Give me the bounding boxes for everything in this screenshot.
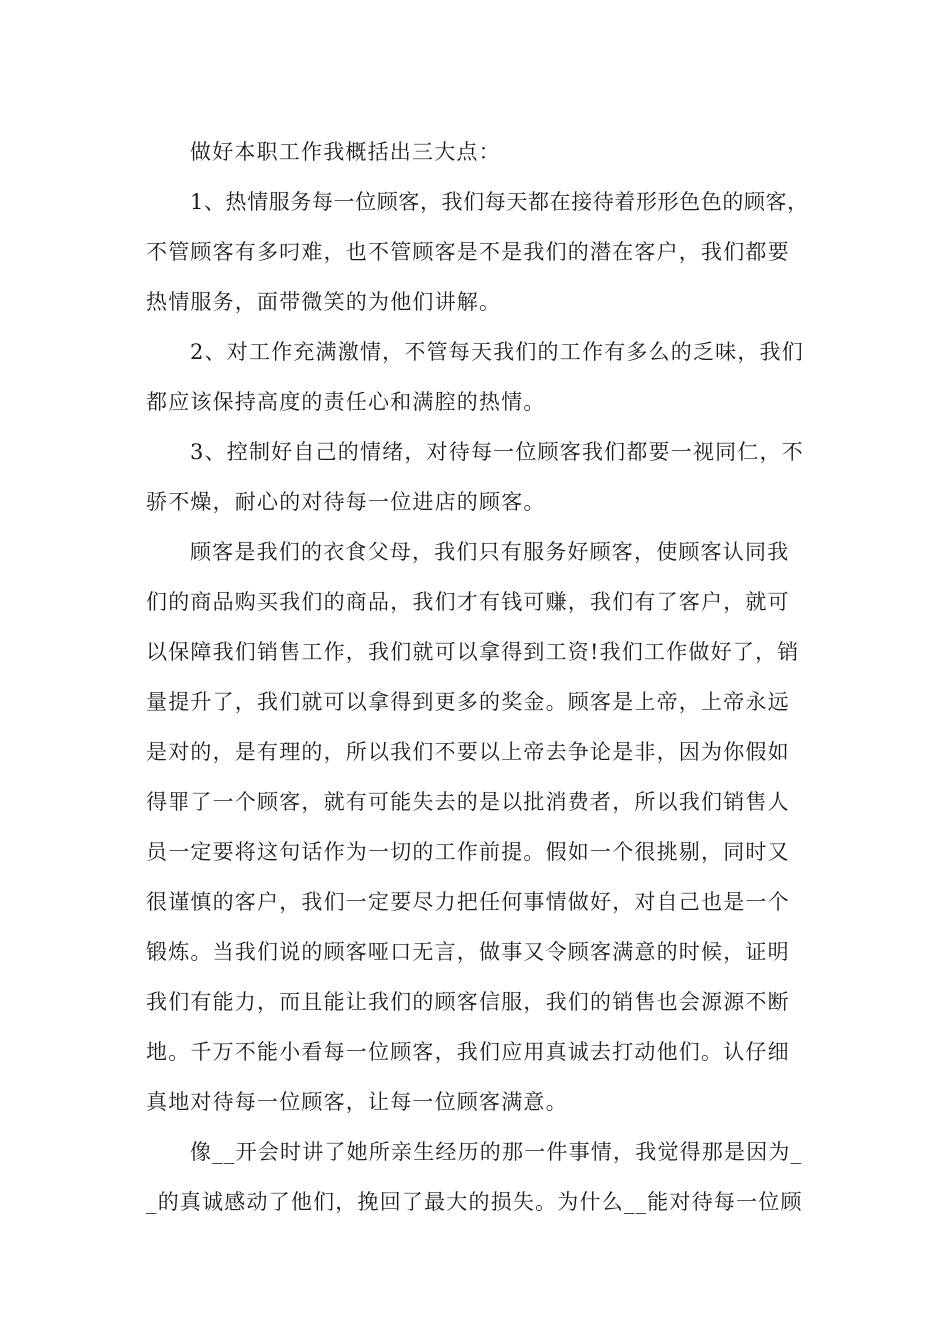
text-line: 不管顾客有多叼难，也不管顾客是不是我们的潜在客户，我们都要 xyxy=(146,240,790,264)
text-line: 2、对工作充满激情，不管每天我们的工作有多么的乏味，我们 xyxy=(190,340,804,364)
text-line: 顾客是我们的衣食父母，我们只有服务好顾客，使顾客认同我 xyxy=(190,540,790,564)
text-line: 我们有能力，而且能让我们的顾客信服，我们的销售也会源源不断 xyxy=(146,990,790,1014)
text-line: 得罪了一个顾客，就有可能失去的是以批消费者，所以我们销售人 xyxy=(146,790,790,814)
text-line: 骄不燥，耐心的对待每一位进店的顾客。 xyxy=(146,490,546,514)
text-line: 员一定要将这句话作为一切的工作前提。假如一个很挑剔，同时又 xyxy=(146,840,790,864)
text-line: 3、控制好自己的情绪，对待每一位顾客我们都要一视同仁，不 xyxy=(190,440,804,464)
text-line: 地。千万不能小看每一位顾客，我们应用真诚去打动他们。认仔细 xyxy=(146,1040,790,1064)
text-line: 们的商品购买我们的商品，我们才有钱可赚，我们有了客户，就可 xyxy=(146,590,790,614)
text-line: 锻炼。当我们说的顾客哑口无言，做事又令顾客满意的时候，证明 xyxy=(146,940,790,964)
text-line: 量提升了，我们就可以拿得到更多的奖金。顾客是上帝，上帝永远 xyxy=(146,690,790,714)
text-line: _的真诚感动了他们，挽回了最大的损失。为什么__能对待每一位顾 xyxy=(146,1190,803,1214)
text-line: 热情服务，面带微笑的为他们讲解。 xyxy=(146,290,502,314)
text-line: 1、热情服务每一位顾客，我们每天都在接待着形形色色的顾客， xyxy=(190,190,809,214)
text-line: 都应该保持高度的责任心和满腔的热情。 xyxy=(146,390,546,414)
text-line: 很谨慎的客户，我们一定要尽力把任何事情做好，对自己也是一个 xyxy=(146,890,790,914)
text-line: 真地对待每一位顾客，让每一位顾客满意。 xyxy=(146,1090,568,1114)
text-line: 做好本职工作我概括出三大点： xyxy=(190,140,501,164)
text-line: 像__开会时讲了她所亲生经历的那一件事情，我觉得那是因为_ xyxy=(190,1140,803,1164)
text-line: 是对的，是有理的，所以我们不要以上帝去争论是非，因为你假如 xyxy=(146,740,790,764)
text-line: 以保障我们销售工作，我们就可以拿得到工资!我们工作做好了，销 xyxy=(146,640,800,664)
